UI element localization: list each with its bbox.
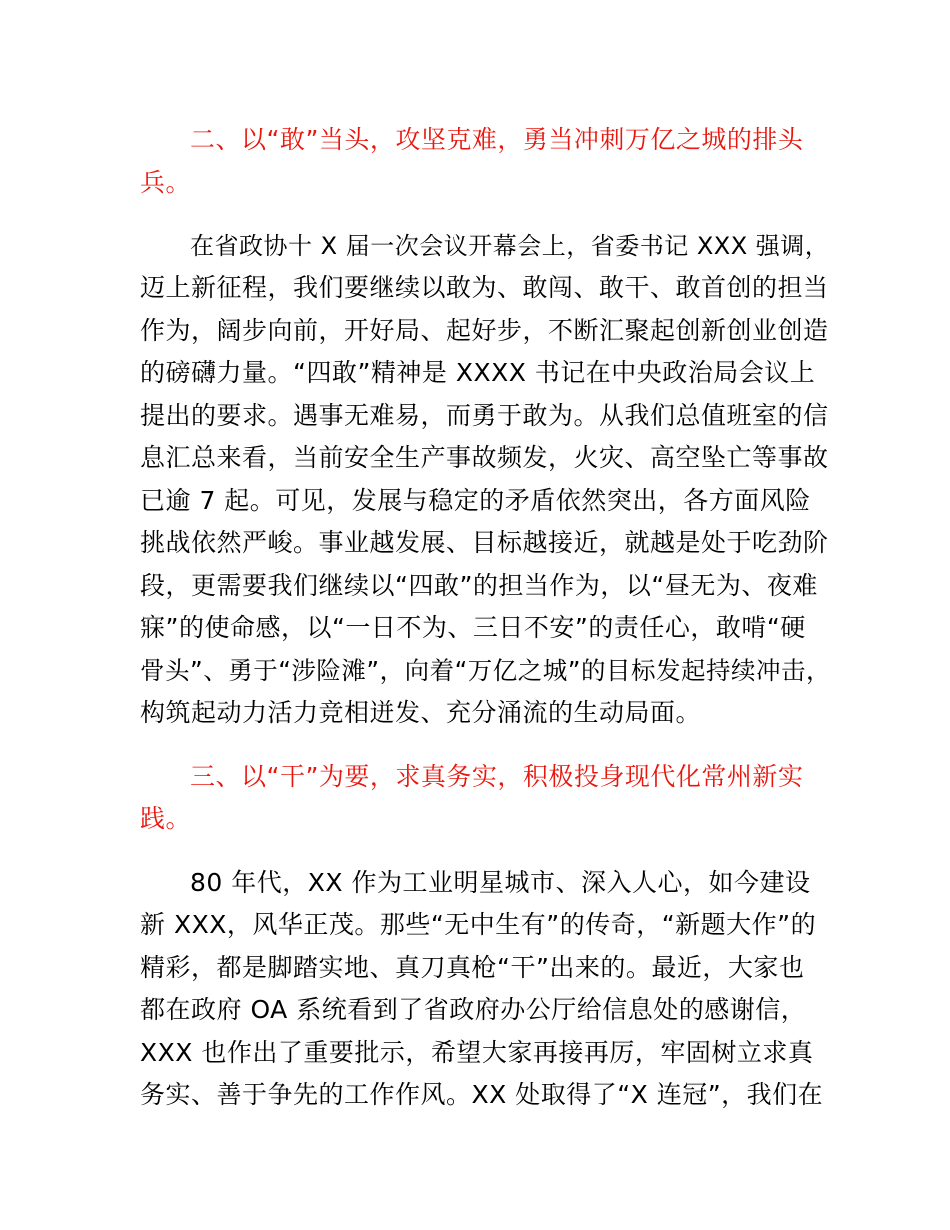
paragraph-1-line-7: 已逾 7 起。可见，发展与稳定的矛盾依然突出，各方面风险 <box>140 486 811 515</box>
paragraph-1-line-2: 迈上新征程，我们要继续以敢为、敢闯、敢干、敢首创的担当 <box>140 273 829 302</box>
heading-1-line-1: 二、以“敢”当头，攻坚克难，勇当冲刺万亿之城的排头 <box>190 125 804 154</box>
paragraph-2-line-1: 80 年代，XX 作为工业明星城市、深入人心，如今建设 <box>190 868 811 897</box>
paragraph-1-line-1: 在省政协十 X 届一次会议开幕会上，省委书记 XXX 强调， <box>190 232 830 260</box>
paragraph-2-line-4: 都在政府 OA 系统看到了省政府办公厅给信息处的感谢信， <box>140 995 807 1024</box>
paragraph-2-line-3: 精彩，都是脚踏实地、真刀真枪“干”出来的。最近，大家也 <box>140 953 805 982</box>
heading-1-line-2: 兵。 <box>140 168 192 197</box>
paragraph-1-line-3: 作为，阔步向前，开好局、起好步，不断汇聚起创新创业创造 <box>140 316 829 345</box>
paragraph-1-line-4: 的磅礴力量。“四敢”精神是 XXXX 书记在中央政治局会议上 <box>140 358 816 387</box>
paragraph-1-line-12: 构筑起动力活力竞相迸发、充分涌流的生动局面。 <box>140 698 702 727</box>
heading-2-line-2: 践。 <box>140 804 192 833</box>
paragraph-1-line-11: 骨头”、勇于“涉险滩”，向着“万亿之城”的目标发起持续冲击， <box>140 656 831 685</box>
paragraph-2-line-6: 务实、善于争先的工作作风。XX 处取得了“X 连冠”，我们在 <box>140 1080 824 1109</box>
paragraph-1-line-9: 段，更需要我们继续以“四敢”的担当作为，以“昼无为、夜难 <box>140 571 818 600</box>
paragraph-1-line-6: 息汇总来看，当前安全生产事故频发，火灾、高空坠亡等事故 <box>140 443 829 472</box>
paragraph-2-line-2: 新 XXX，风华正茂。那些“无中生有”的传奇，“新题大作”的 <box>140 910 817 939</box>
heading-2-line-1: 三、以“干”为要，求真务实，积极投身现代化常州新实 <box>190 762 804 791</box>
paragraph-1-line-8: 挑战依然严峻。事业越发展、目标越接近，就越是处于吃劲阶 <box>140 528 829 557</box>
paragraph-1-line-5: 提出的要求。遇事无难易，而勇于敢为。从我们总值班室的信 <box>140 401 829 430</box>
paragraph-2-line-5: XXX 也作出了重要批示，希望大家再接再厉，牢固树立求真 <box>140 1038 814 1067</box>
paragraph-1-line-10: 寐”的使命感，以“一日不为、三日不安”的责任心，敢啃“硬 <box>140 613 806 642</box>
